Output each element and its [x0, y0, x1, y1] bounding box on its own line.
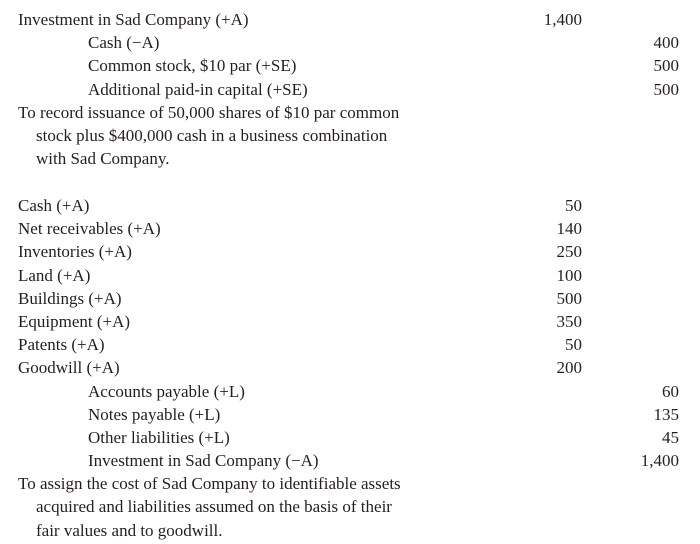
explanation-line: with Sad Company. — [36, 149, 170, 169]
debit-amount: 350 — [556, 311, 582, 331]
credit-amount: 400 — [653, 33, 679, 53]
credit-line — [0, 380, 700, 403]
credit-account: Accounts payable (+L) — [88, 381, 245, 401]
credit-line — [0, 449, 700, 472]
debit-line — [0, 287, 700, 310]
credit-line — [0, 54, 700, 77]
credit-amount: 1,400 — [640, 451, 679, 471]
debit-line — [0, 333, 700, 356]
credit-amount: 45 — [662, 427, 679, 447]
debit-amount: 50 — [565, 196, 582, 215]
credit-line — [0, 403, 700, 426]
debit-amount: 100 — [556, 265, 582, 285]
debit-line — [0, 310, 700, 333]
credit-account: Common stock, $10 par (+SE) — [88, 56, 297, 76]
debit-account: Buildings (+A) — [18, 288, 122, 308]
journal-entry-1 — [0, 8, 700, 170]
entry-explanation — [0, 472, 460, 542]
explanation-line: acquired and liabilities assumed on the basis of their — [36, 497, 392, 517]
debit-line — [0, 217, 700, 240]
debit-amount: 50 — [565, 335, 582, 355]
debit-account: Inventories (+A) — [18, 242, 132, 262]
credit-amount: 60 — [662, 381, 679, 401]
debit-line — [0, 264, 700, 287]
credit-account: Additional paid-in capital (+SE) — [88, 79, 308, 99]
credit-amount: 500 — [653, 79, 679, 99]
credit-amount: 500 — [653, 56, 679, 76]
credit-line — [0, 426, 700, 449]
credit-amount: 135 — [653, 404, 679, 424]
credit-account: Investment in Sad Company (−A) — [88, 451, 319, 471]
debit-amount: 250 — [556, 242, 582, 262]
debit-amount: 140 — [556, 219, 582, 239]
debit-account: Cash (+A) — [18, 196, 90, 215]
journal-entry-2 — [0, 194, 700, 542]
credit-line — [0, 31, 700, 54]
debit-line — [0, 240, 700, 263]
debit-line — [0, 356, 700, 379]
debit-amount: 500 — [556, 288, 582, 308]
debit-account: Equipment (+A) — [18, 311, 131, 331]
debit-line — [0, 194, 700, 217]
debit-account: Land (+A) — [18, 265, 91, 285]
explanation-line: To record issuance of 50,000 shares of $10 par common — [18, 102, 400, 122]
credit-account: Cash (−A) — [88, 33, 160, 53]
debit-amount: 1,400 — [543, 10, 582, 29]
entry-explanation — [0, 101, 460, 171]
credit-account: Notes payable (+L) — [88, 404, 221, 424]
explanation-line: stock plus $400,000 cash in a business combination — [36, 125, 388, 145]
debit-account: Patents (+A) — [18, 335, 105, 355]
explanation-line: fair values and to goodwill. — [36, 520, 223, 540]
debit-account: Investment in Sad Company (+A) — [18, 10, 249, 29]
credit-line — [0, 78, 700, 101]
debit-account: Goodwill (+A) — [18, 358, 120, 378]
explanation-line: To assign the cost of Sad Company to identifiable assets — [18, 474, 401, 494]
debit-amount: 200 — [556, 358, 582, 378]
debit-line — [0, 8, 700, 31]
credit-account: Other liabilities (+L) — [88, 427, 230, 447]
debit-account: Net receivables (+A) — [18, 219, 161, 239]
